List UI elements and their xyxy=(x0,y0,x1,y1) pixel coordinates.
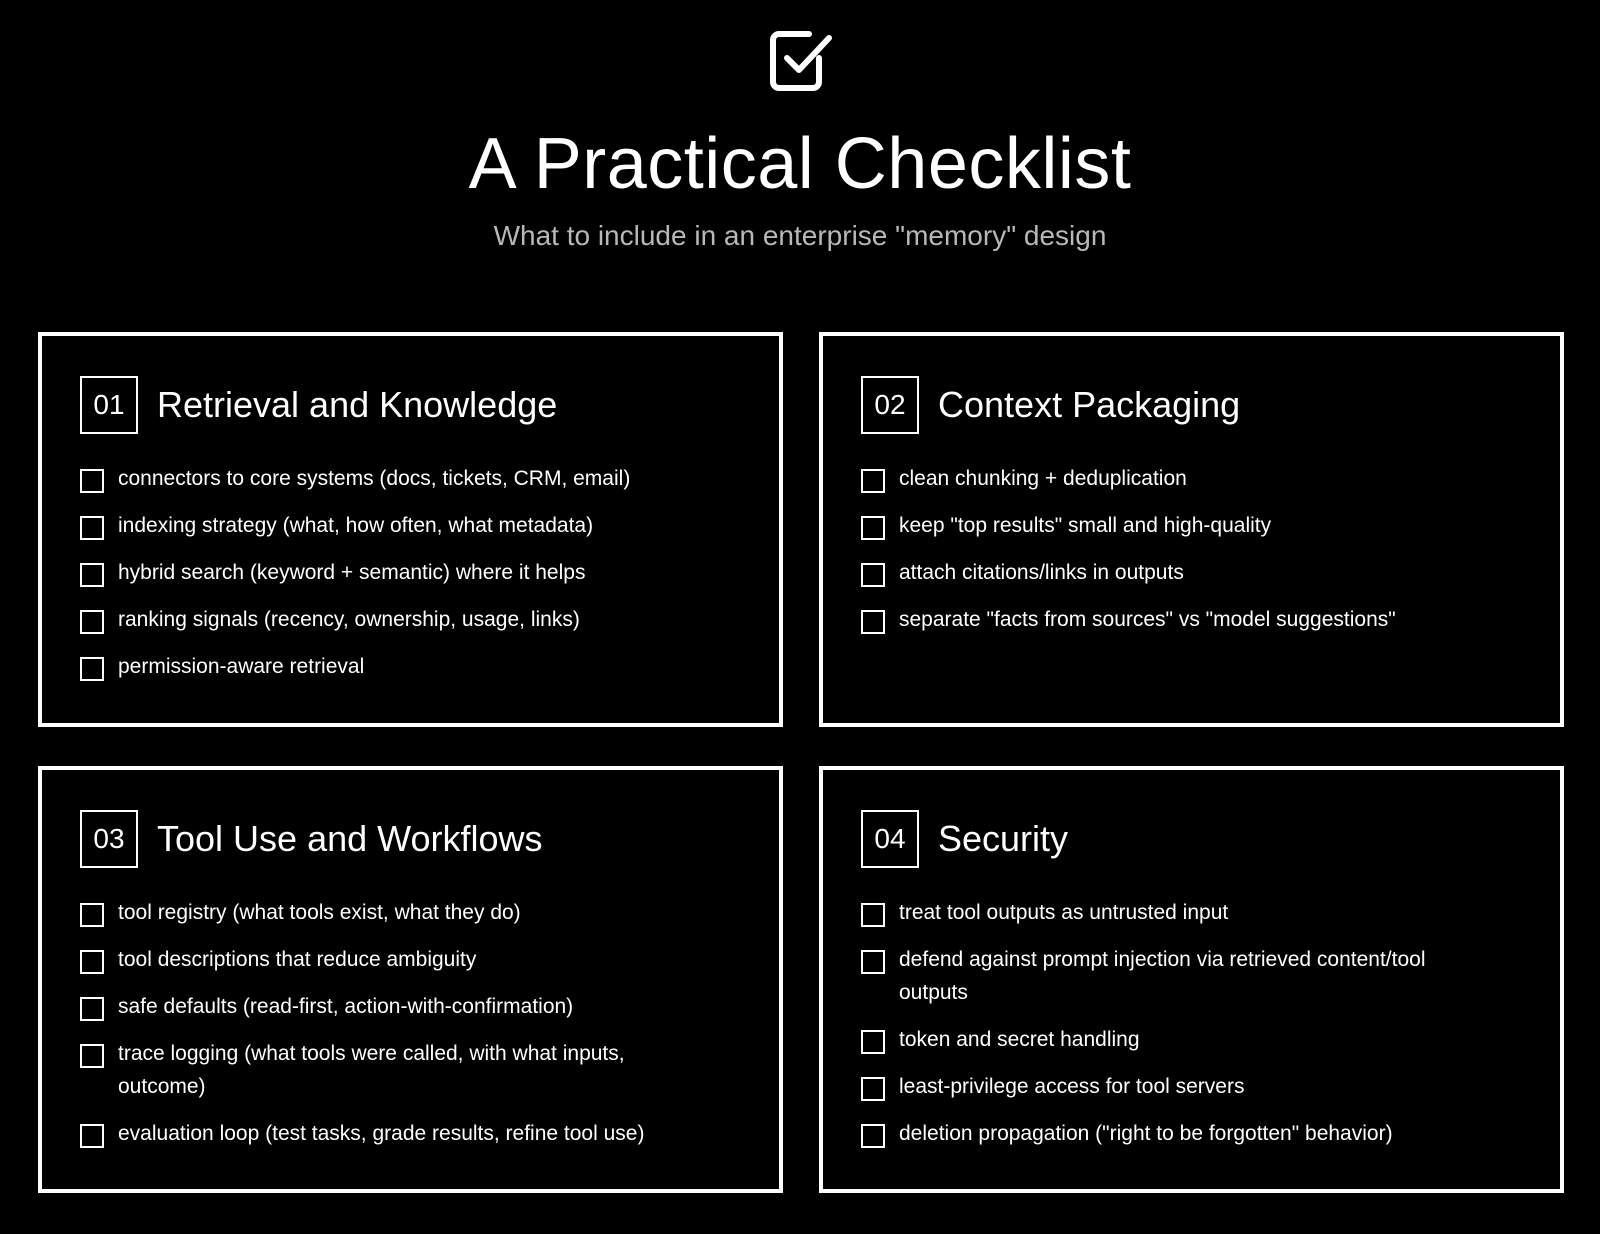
checkbox[interactable] xyxy=(861,1077,885,1101)
checkbox[interactable] xyxy=(80,1124,104,1148)
checklist-item-text: permission-aware retrieval xyxy=(118,655,365,678)
checklist-item xyxy=(861,556,1522,589)
checklist-item xyxy=(80,556,741,589)
checklist-item xyxy=(80,943,741,976)
checkbox[interactable] xyxy=(861,563,885,587)
checkbox[interactable] xyxy=(861,1124,885,1148)
checklist-item xyxy=(861,1070,1522,1103)
checklist-item-text: defend against prompt injection via retrieved content/tool outputs xyxy=(899,948,1426,1004)
checklist-item xyxy=(861,943,1522,1009)
checkbox[interactable] xyxy=(80,516,104,540)
checklist-item-text: tool descriptions that reduce ambiguity xyxy=(118,948,477,971)
checklist-item xyxy=(80,990,741,1023)
checkbox[interactable] xyxy=(80,563,104,587)
card-number-badge: 01 xyxy=(80,376,138,434)
checklist-item xyxy=(80,462,741,495)
checkbox[interactable] xyxy=(861,610,885,634)
checklist xyxy=(80,462,741,683)
checklist-item xyxy=(861,1023,1522,1056)
card-number-badge: 03 xyxy=(80,810,138,868)
checklist-item xyxy=(80,509,741,542)
checkbox[interactable] xyxy=(861,516,885,540)
checkbox[interactable] xyxy=(80,903,104,927)
checklist-item xyxy=(80,896,741,929)
checklist-item-text: connectors to core systems (docs, tickets, CRM, email) xyxy=(118,467,631,490)
card-title: Tool Use and Workflows xyxy=(157,818,543,859)
card-title: Retrieval and Knowledge xyxy=(157,384,558,425)
checklist-item-text: indexing strategy (what, how often, what metadata) xyxy=(118,514,594,537)
checkbox[interactable] xyxy=(80,657,104,681)
checklist-item-text: treat tool outputs as untrusted input xyxy=(899,901,1229,924)
checklist-item xyxy=(80,650,741,683)
card-title: Context Packaging xyxy=(938,384,1241,425)
checkbox[interactable] xyxy=(861,1030,885,1054)
card-header xyxy=(861,810,1522,868)
checklist-item xyxy=(861,509,1522,542)
page-subtitle: What to include in an enterprise "memory" design xyxy=(493,220,1107,251)
checklist-item-text: safe defaults (read-first, action-with-confirmation) xyxy=(118,995,574,1018)
card-tool-use-workflows xyxy=(38,766,783,1193)
checkbox[interactable] xyxy=(80,950,104,974)
card-header xyxy=(80,376,741,434)
checklist-item-text: clean chunking + deduplication xyxy=(899,467,1187,490)
checklist-item-text: keep "top results" small and high-quality xyxy=(899,514,1272,537)
checkbox[interactable] xyxy=(861,950,885,974)
card-header xyxy=(861,376,1522,434)
checklist xyxy=(861,462,1522,636)
checklist-item-text: attach citations/links in outputs xyxy=(899,561,1184,584)
checkbox-checked-icon xyxy=(769,28,833,94)
checkbox[interactable] xyxy=(80,610,104,634)
card-context-packaging xyxy=(819,332,1564,727)
checklist-item-text: deletion propagation ("right to be forgotten" behavior) xyxy=(899,1122,1393,1145)
checklist-item-text: evaluation loop (test tasks, grade results, refine tool use) xyxy=(118,1122,645,1145)
checklist-item xyxy=(861,603,1522,636)
checklist-item xyxy=(80,1117,741,1150)
checklist-item-text: trace logging (what tools were called, with what inputs, outcome) xyxy=(118,1042,625,1098)
checklist-item-text: tool registry (what tools exist, what they do) xyxy=(118,901,521,924)
checklist xyxy=(80,896,741,1150)
checklist-item xyxy=(861,462,1522,495)
card-title: Security xyxy=(938,818,1069,859)
checklist-item-text: separate "facts from sources" vs "model suggestions" xyxy=(899,608,1396,631)
checkbox[interactable] xyxy=(861,469,885,493)
page-title: A Practical Checklist xyxy=(468,124,1132,204)
checkbox[interactable] xyxy=(80,997,104,1021)
checkbox[interactable] xyxy=(80,469,104,493)
checklist-item xyxy=(80,603,741,636)
checklist-item-text: ranking signals (recency, ownership, usage, links) xyxy=(118,608,580,631)
card-number-badge: 04 xyxy=(861,810,919,868)
checklist-item-text: least-privilege access for tool servers xyxy=(899,1075,1245,1098)
checklist-item-text: token and secret handling xyxy=(899,1028,1140,1051)
checklist-item-text: hybrid search (keyword + semantic) where it helps xyxy=(118,561,586,584)
card-number-badge: 02 xyxy=(861,376,919,434)
checklist xyxy=(861,896,1522,1150)
checklist-item xyxy=(861,896,1522,929)
card-retrieval-knowledge xyxy=(38,332,783,727)
checkbox[interactable] xyxy=(80,1044,104,1068)
checklist-item xyxy=(861,1117,1522,1150)
checklist-item xyxy=(80,1037,741,1103)
checkbox[interactable] xyxy=(861,903,885,927)
card-header xyxy=(80,810,741,868)
card-security xyxy=(819,766,1564,1193)
